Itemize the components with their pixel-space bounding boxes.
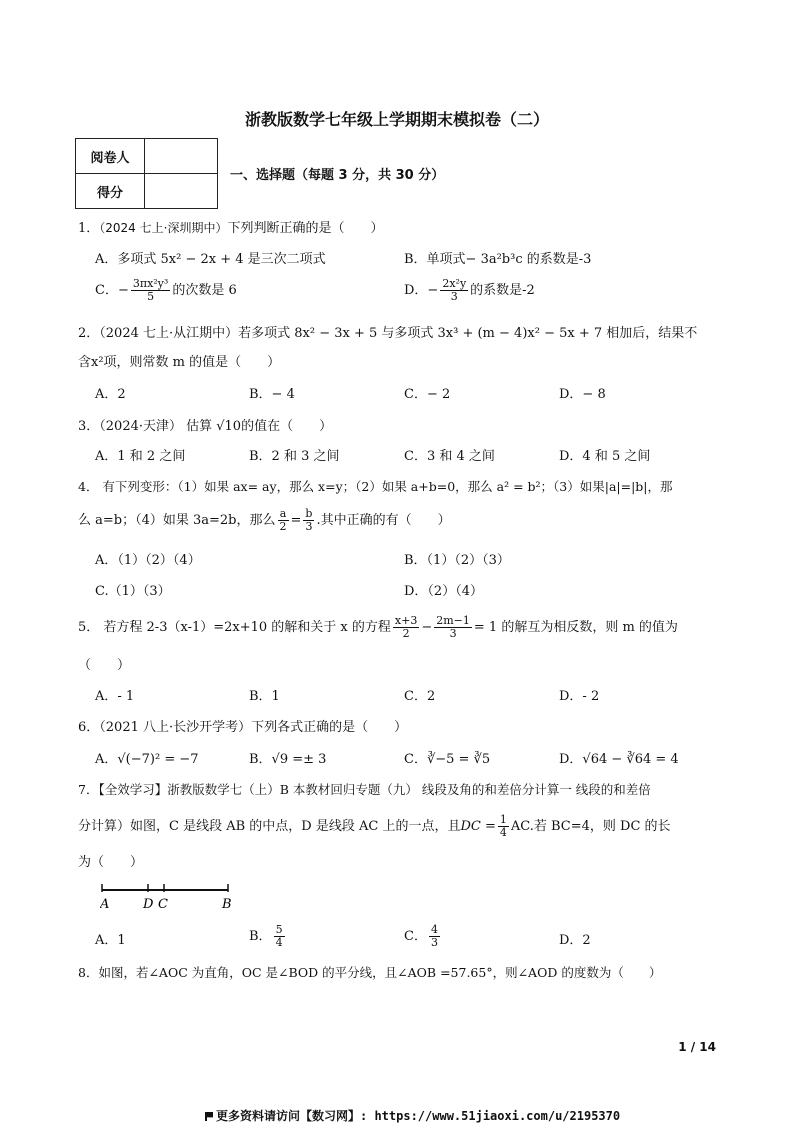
question-7-line-3: 为（ ） bbox=[78, 855, 144, 870]
q4-fraction-a bbox=[278, 508, 289, 533]
question-2-line-1: 2．（2024 七上·从江期中）若多项式 8x² − 3x + 5 与多项式 3x³ + (m − 4)x² − 5x + 7 相加后，结果不 bbox=[78, 326, 698, 341]
q1-c-suffix: 的次数是 6 bbox=[172, 283, 237, 298]
q1-d-fraction bbox=[440, 278, 468, 303]
question-4-line-1: 4． 有下列变形：（1）如果 ax= ay，那么 x=y；（2）如果 a+b=0，那么 a² = b²；（3）如果|a|=|b|，那 bbox=[78, 479, 673, 494]
q7-frac-numerator: 1 bbox=[499, 813, 507, 826]
point-b-label: B bbox=[222, 897, 232, 910]
q5-f1-numerator: x+3 bbox=[394, 614, 418, 627]
q1-source: （2024 七上·深圳期中） bbox=[99, 221, 228, 235]
q7-b-fraction bbox=[274, 924, 285, 949]
section-heading: 一、选择题（每题 3 分，共 30 分） bbox=[230, 168, 445, 183]
q6-option-d: D．√64 − ∛64 = 4 bbox=[559, 752, 679, 767]
q7-line2-prefix: 分计算）如图，C 是线段 AB 的中点，D 是线段 AC 上的一点，且 bbox=[78, 819, 461, 834]
footer-text: 更多资料请访问【数习网】: https://www.51jiaoxi.com/u/2195370 bbox=[216, 1109, 621, 1123]
q4-f2-denominator: 3 bbox=[305, 520, 313, 533]
page-title: 浙教版数学七年级上学期期末模拟卷（二） bbox=[244, 110, 549, 129]
q7-c-fraction bbox=[429, 924, 440, 949]
q7-dc-label: DC = bbox=[460, 819, 496, 834]
question-7-line-1: 7．【全效学习】浙教版数学七（上）B 本教材回归专题（九） 线段及角的和差倍分计算一 线段的和差倍 bbox=[78, 782, 651, 797]
question-5-line-2: （ ） bbox=[78, 658, 131, 673]
question-5-line-1 bbox=[78, 615, 678, 640]
q4-option-b: B．（1）（2）（3） bbox=[404, 553, 510, 568]
page-number: 1 / 14 bbox=[678, 1040, 716, 1054]
q7-option-b bbox=[249, 924, 287, 949]
q3-option-d: D．4 和 5 之间 bbox=[559, 449, 651, 464]
point-a-label: A bbox=[100, 897, 110, 910]
grade-table bbox=[75, 138, 218, 209]
question-8-stem: 8．如图，若∠AOC 为直角，OC 是∠BOD 的平分线，且∠AOB =57.65°，则∠AOD 的度数为（ ） bbox=[78, 965, 662, 980]
q1-number: 1． bbox=[78, 221, 100, 236]
score-cell bbox=[145, 174, 218, 209]
q3-option-c: C．3 和 4 之间 bbox=[404, 449, 495, 464]
q4-f2-numerator: b bbox=[305, 507, 313, 520]
q4-f1-denominator: 2 bbox=[279, 520, 287, 533]
q5-line1-prefix: 5． 若方程 2-3（x-1）=2x+10 的解和关于 x 的方程 bbox=[78, 620, 391, 635]
question-3-stem: 3．（2024·天津） 估算 √10的值在（ ） bbox=[78, 419, 333, 434]
q4-option-c: C.（1）（3） bbox=[95, 584, 171, 599]
q4-f1-numerator: a bbox=[278, 508, 289, 521]
q5-option-a: A．- 1 bbox=[95, 689, 135, 704]
q7-option-a: A．1 bbox=[95, 933, 126, 948]
q2-option-c: C．− 2 bbox=[404, 387, 451, 402]
q1-option-d bbox=[404, 278, 535, 303]
q7-option-c bbox=[404, 924, 442, 949]
q1-c-prefix: C．− bbox=[95, 283, 129, 298]
q1-d-denominator: 3 bbox=[450, 290, 458, 303]
q1-c-numerator: 3πx²y³ bbox=[132, 277, 169, 290]
q4-option-a: A．（1）（2）（4） bbox=[95, 553, 201, 568]
q7-line2-suffix: AC.若 BC=4，则 DC 的长 bbox=[510, 819, 671, 834]
q1-d-suffix: 的系数是-2 bbox=[470, 283, 535, 298]
q4-line2-suffix: .其中正确的有（ ） bbox=[316, 513, 451, 528]
line-segment-diagram bbox=[100, 880, 240, 910]
q1-d-prefix: D．− bbox=[404, 283, 439, 298]
q1-c-fraction bbox=[131, 278, 170, 303]
q1-option-c bbox=[95, 278, 237, 303]
q7-b-denominator: 4 bbox=[275, 936, 283, 949]
q4-fraction-b bbox=[303, 508, 314, 533]
q5-option-b: B．1 bbox=[249, 689, 280, 704]
q5-option-d: D．- 2 bbox=[559, 689, 600, 704]
q1-d-numerator: 2x²y bbox=[442, 277, 467, 290]
q6-option-a: A．√(−7)² = −7 bbox=[95, 752, 199, 767]
q7-b-prefix: B． bbox=[249, 929, 272, 944]
q1-c-denominator: 5 bbox=[147, 290, 155, 303]
q4-option-d: D．（2）（4） bbox=[404, 584, 483, 599]
q7-c-prefix: C． bbox=[404, 929, 427, 944]
q7-c-denominator: 3 bbox=[430, 936, 438, 949]
q7-b-numerator: 5 bbox=[275, 923, 283, 936]
footer-link[interactable] bbox=[205, 1107, 620, 1124]
q5-f2-numerator: 2m−1 bbox=[436, 614, 470, 627]
question-7-line-2 bbox=[78, 814, 671, 839]
point-d-label: D bbox=[143, 897, 154, 910]
q7-fraction bbox=[498, 814, 509, 839]
q2-option-d: D．− 8 bbox=[559, 387, 606, 402]
q1-text: 下列判断正确的是（ ） bbox=[227, 221, 384, 236]
question-4-line-2 bbox=[78, 508, 451, 533]
score-label: 得分 bbox=[76, 174, 145, 209]
question-2-line-2: 含x²项，则常数 m 的值是（ ） bbox=[78, 355, 281, 370]
q5-f2-denominator: 3 bbox=[449, 627, 457, 640]
q5-option-c: C．2 bbox=[404, 689, 436, 704]
q1-option-a: A．多项式 5x² − 2x + 4 是三次二项式 bbox=[95, 252, 326, 267]
q1-option-b: B．单项式− 3a²b³c 的系数是-3 bbox=[404, 252, 592, 267]
reviewer-cell bbox=[145, 139, 218, 174]
q3-option-b: B．2 和 3 之间 bbox=[249, 449, 340, 464]
q5-minus: − bbox=[421, 620, 433, 635]
q5-fraction-b bbox=[434, 615, 472, 640]
flag-icon bbox=[205, 1112, 213, 1121]
q7-frac-denominator: 4 bbox=[499, 826, 507, 839]
question-1-stem bbox=[78, 217, 383, 236]
q6-option-c: C．∛−5 = ∛5 bbox=[404, 752, 491, 767]
q4-line2-prefix: 么 a=b；（4）如果 3a=2b，那么 bbox=[78, 513, 276, 528]
q5-f1-denominator: 2 bbox=[402, 627, 410, 640]
q2-option-b: B．− 4 bbox=[249, 387, 295, 402]
question-6-stem: 6．（2021 八上·长沙开学考）下列各式正确的是（ ） bbox=[78, 720, 408, 735]
reviewer-label: 阅卷人 bbox=[76, 139, 145, 174]
q5-line1-suffix: = 1 的解互为相反数，则 m 的值为 bbox=[473, 620, 678, 635]
q5-fraction-a bbox=[393, 615, 419, 640]
q2-option-a: A．2 bbox=[95, 387, 126, 402]
q4-equals: = bbox=[290, 513, 302, 528]
q6-option-b: B．√9 =± 3 bbox=[249, 752, 327, 767]
point-c-label: C bbox=[158, 897, 168, 910]
q7-c-numerator: 4 bbox=[430, 923, 438, 936]
q7-option-d: D．2 bbox=[559, 933, 591, 948]
q3-option-a: A．1 和 2 之间 bbox=[95, 449, 186, 464]
